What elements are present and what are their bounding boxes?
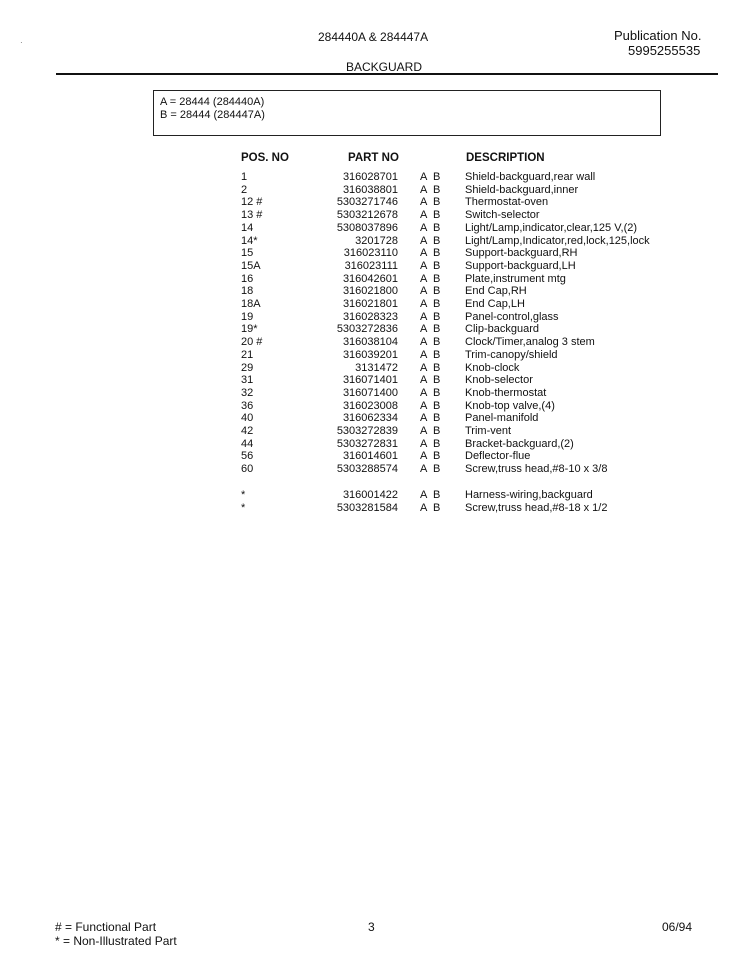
model-a-cell: A (420, 259, 428, 272)
part-number-cell: 316042601 (342, 272, 398, 285)
pos-cell: 56 (241, 450, 254, 463)
pos-cell: 29 (241, 361, 254, 374)
description-cell: Shield-backguard,rear wall (465, 171, 596, 183)
model-b-cell: B (433, 209, 441, 222)
description-cell: Shield-backguard,inner (465, 183, 579, 196)
table-row (0, 298, 750, 311)
part-number-cell: 316039201 (342, 348, 398, 361)
description-cell: Support-backguard,RH (465, 247, 578, 260)
model-b-cell: B (433, 323, 441, 336)
column-header-description: DESCRIPTION (466, 152, 545, 164)
model-a-cell: A (420, 323, 428, 336)
part-number-cell: 316001422 (342, 489, 398, 501)
part-number-cell: 316028323 (342, 310, 398, 323)
pos-cell: * (241, 489, 246, 501)
publication-date: 06/94 (662, 920, 693, 934)
part-number-cell: 316062334 (342, 412, 398, 425)
model-b-cell: B (433, 272, 441, 285)
pos-cell: 20 # (241, 336, 263, 349)
model-a-cell: A (420, 183, 428, 196)
pos-cell: 60 (241, 463, 254, 476)
table-row (0, 502, 750, 515)
publication-label: Publication No. (614, 28, 702, 43)
part-number-cell: 5303288574 (336, 463, 398, 476)
pos-cell: 12 # (241, 196, 263, 209)
table-row (0, 412, 750, 425)
model-a-cell: A (420, 374, 428, 387)
pos-cell: 14 (241, 221, 254, 234)
model-b-cell: B (433, 285, 441, 298)
table-row (0, 438, 750, 451)
description-cell: Switch-selector (465, 209, 540, 222)
model-b-cell: B (433, 310, 441, 323)
model-a-cell: A (420, 272, 428, 285)
description-cell: Screw,truss head,#8-18 x 1/2 (465, 501, 608, 514)
non-illustrated-part-note: * = Non-Illustrated Part (55, 934, 177, 948)
model-numbers: 284440A & 284447A (318, 30, 429, 44)
part-number-cell: 316071401 (342, 374, 398, 387)
model-b-cell: B (433, 501, 441, 514)
model-a-cell: A (420, 285, 428, 298)
table-row (0, 235, 750, 248)
pos-cell: 36 (241, 399, 254, 412)
scan-speck-top-left: · (20, 38, 23, 47)
table-row (0, 362, 750, 375)
legend-line-a: A = 28444 (284440A) (160, 96, 265, 108)
column-header-part: PART NO (348, 152, 399, 164)
model-b-cell: B (433, 374, 441, 387)
functional-part-note: # = Functional Part (55, 920, 157, 934)
model-b-cell: B (433, 196, 441, 209)
description-cell: End Cap,LH (465, 298, 525, 310)
model-a-cell: A (420, 209, 428, 222)
pos-cell: 42 (241, 425, 254, 437)
model-a-cell: A (420, 489, 428, 501)
part-number-cell: 5308037896 (336, 221, 398, 234)
description-cell: Knob-selector (465, 374, 533, 387)
part-number-cell: 5303272836 (336, 323, 398, 336)
model-a-cell: A (420, 501, 428, 514)
publication-number: 5995255535 (628, 43, 701, 58)
part-number-cell: 5303272839 (336, 425, 398, 437)
model-b-cell: B (433, 412, 441, 425)
description-cell: Trim-canopy/shield (465, 348, 558, 361)
model-b-cell: B (433, 171, 441, 183)
description-cell: Support-backguard,LH (465, 259, 576, 272)
model-b-cell: B (433, 489, 441, 501)
pos-cell: 2 (241, 183, 248, 196)
pos-cell: 40 (241, 412, 254, 425)
description-cell: Light/Lamp,indicator,clear,125 V,(2) (465, 221, 638, 234)
page-number: 3 (368, 920, 375, 934)
section-title: BACKGUARD (346, 60, 423, 74)
model-a-cell: A (420, 310, 428, 323)
model-a-cell: A (420, 412, 428, 425)
description-cell: Knob-clock (465, 361, 520, 374)
pos-cell: * (241, 501, 246, 514)
column-header-pos: POS. NO (241, 152, 289, 164)
table-row (0, 425, 750, 438)
description-cell: Panel-manifold (465, 412, 539, 425)
table-row (0, 285, 750, 298)
pos-cell: 15 (241, 247, 254, 260)
model-a-cell: A (420, 196, 428, 209)
model-a-cell: A (420, 234, 428, 247)
description-cell: Deflector-flue (465, 450, 531, 463)
model-b-cell: B (433, 298, 441, 310)
part-number-cell: 316023111 (344, 259, 398, 272)
table-row (0, 463, 750, 476)
model-b-cell: B (433, 221, 441, 234)
part-number-cell: 3131472 (355, 361, 398, 374)
model-a-cell: A (420, 463, 428, 476)
description-cell: Knob-thermostat (465, 386, 547, 399)
model-b-cell: B (433, 234, 441, 247)
table-row (0, 209, 750, 222)
pos-cell: 18 (241, 285, 254, 298)
pos-cell: 19* (241, 323, 258, 336)
part-number-cell: 5303271746 (336, 196, 398, 209)
model-b-cell: B (433, 183, 441, 196)
description-cell: Thermostat-oven (465, 196, 549, 209)
model-b-cell: B (433, 247, 441, 260)
table-row (0, 323, 750, 336)
table-row (0, 489, 750, 502)
description-cell: End Cap,RH (465, 285, 527, 298)
legend-line-b: B = 28444 (284447A) (160, 109, 265, 121)
model-a-cell: A (420, 399, 428, 412)
pos-cell: 16 (241, 272, 254, 285)
part-number-cell: 316038801 (342, 183, 398, 196)
table-row (0, 273, 750, 286)
model-a-cell: A (420, 348, 428, 361)
model-b-cell: B (433, 450, 441, 463)
part-number-cell: 5303212678 (336, 209, 398, 222)
part-number-cell: 316071400 (342, 386, 398, 399)
model-b-cell: B (433, 386, 441, 399)
table-row (0, 349, 750, 362)
part-number-cell: 316021800 (342, 285, 398, 298)
description-cell: Trim-vent (465, 425, 512, 437)
table-row (0, 184, 750, 197)
pos-cell: 31 (241, 374, 254, 387)
pos-cell: 32 (241, 386, 254, 399)
model-b-cell: B (433, 463, 441, 476)
model-b-cell: B (433, 437, 441, 450)
model-a-cell: A (420, 336, 428, 349)
model-a-cell: A (420, 437, 428, 450)
table-row (0, 196, 750, 209)
model-a-cell: A (420, 247, 428, 260)
part-number-cell: 5303281584 (336, 501, 398, 514)
table-row (0, 387, 750, 400)
table-row (0, 450, 750, 463)
table-row (0, 222, 750, 235)
pos-cell: 1 (241, 171, 248, 183)
table-row (0, 171, 750, 184)
model-a-cell: A (420, 450, 428, 463)
part-number-cell: 316028701 (342, 171, 398, 183)
part-number-cell: 316038104 (342, 336, 398, 349)
description-cell: Panel-control,glass (465, 310, 559, 323)
description-cell: Screw,truss head,#8-10 x 3/8 (465, 463, 608, 476)
part-number-cell: 316014601 (342, 450, 398, 463)
model-b-cell: B (433, 361, 441, 374)
table-row (0, 336, 750, 349)
part-number-cell: 3201728 (355, 234, 398, 247)
model-a-cell: A (420, 171, 428, 183)
pos-cell: 21 (241, 348, 254, 361)
model-b-cell: B (433, 425, 441, 437)
pos-cell: 14* (241, 234, 258, 247)
model-a-cell: A (420, 386, 428, 399)
description-cell: Light/Lamp,Indicator,red,lock,125,lock (465, 234, 650, 247)
model-a-cell: A (420, 361, 428, 374)
model-b-cell: B (433, 336, 441, 349)
description-cell: Clip-backguard (465, 323, 539, 336)
model-b-cell: B (433, 399, 441, 412)
description-cell: Plate,instrument mtg (465, 272, 566, 285)
header-rule (56, 73, 718, 75)
model-a-cell: A (420, 425, 428, 437)
pos-cell: 15A (241, 259, 261, 272)
table-row (0, 400, 750, 413)
pos-cell: 13 # (241, 209, 263, 222)
pos-cell: 18A (241, 298, 261, 310)
description-cell: Harness-wiring,backguard (465, 489, 593, 501)
part-number-cell: 5303272831 (336, 437, 398, 450)
part-number-cell: 316023008 (342, 399, 398, 412)
table-row (0, 260, 750, 273)
table-row (0, 247, 750, 260)
description-cell: Clock/Timer,analog 3 stem (465, 336, 595, 349)
table-row (0, 374, 750, 387)
description-cell: Knob-top valve,(4) (465, 399, 555, 412)
model-a-cell: A (420, 298, 428, 310)
model-b-cell: B (433, 348, 441, 361)
part-number-cell: 316023110 (343, 247, 398, 260)
model-a-cell: A (420, 221, 428, 234)
pos-cell: 19 (241, 310, 254, 323)
part-number-cell: 316021801 (342, 298, 398, 310)
table-row (0, 311, 750, 324)
model-b-cell: B (433, 259, 441, 272)
description-cell: Bracket-backguard,(2) (465, 437, 574, 450)
pos-cell: 44 (241, 437, 254, 450)
